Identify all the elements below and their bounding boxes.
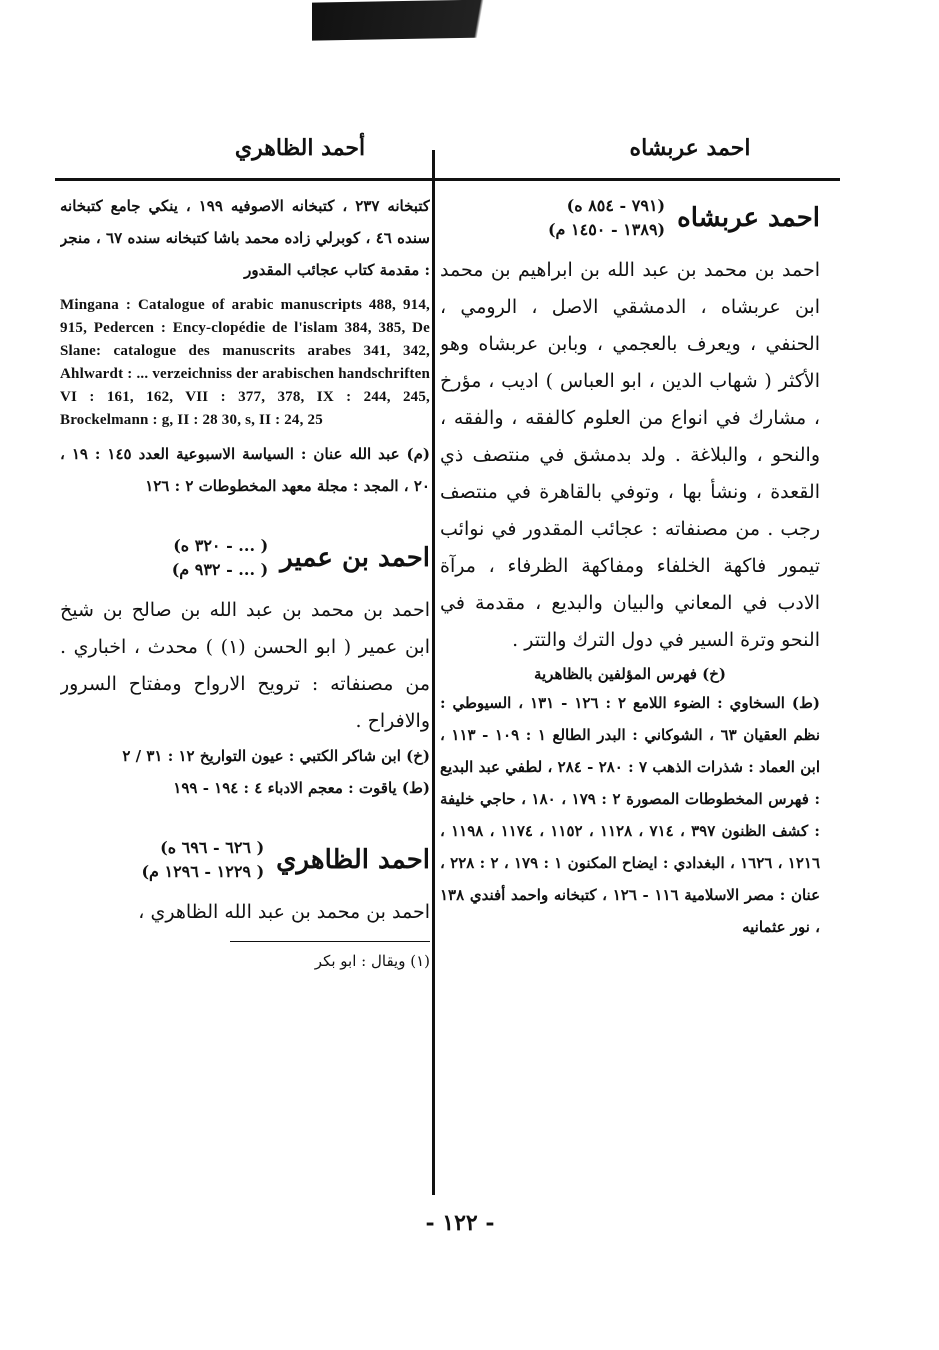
entry-name: احمد الظاهري xyxy=(276,845,430,875)
entry-biography: احمد بن محمد بن عبد الله بن صالح بن شيخ ابن عمير ( ابو الحسن (١) ) محدث ، اخباري . من مصنفاته : ترويح الارواح ومفتاح السرور والافراح . xyxy=(60,599,430,732)
manuscripts-heading: (خ) فهرس المؤلفين بالظاهرية xyxy=(533,665,727,683)
header-rule xyxy=(55,178,840,181)
dates-hijri: (٧٩١ - ٨٥٤ ه) xyxy=(566,196,666,215)
dates-gregorian: (١٣٨٩ - ١٤٥٠ م) xyxy=(547,220,666,239)
entry-sources: (ط) السخاوي : الضوء اللامع ٢ : ١٢٦ - ١٣١ ، السيوطي : نظم العقيان ٦٣ ، الشوكاني : البدر الطالع ١ : ١٠٩ - ١١٣ ، ابن العماد : شذرات الذهب ٧ : ٢٨٠ - ٢٨٤ ، لطفي عبد البديع : فهرس المخطوطات المصورة ٢ : ١٧٩ ، ١٨٠ ، حاجي خليفة : كشف الظنون ٣٩٧ ، ٧١٤ ، ١١٢٨ ، ١١٥٢ ، ١١٧٤ ، ١١٩٨ ، ١٢١٦ ، ١٦٢٦ ، البغدادي : ايضاح المكنون ١ : ١٧٩ ، ٢ : ٢٢٨ ، عنان : مصر الاسلامية ١١٦ - ١٢٦ ، كتبخانه واحمد أفندي ١٣٨ ، نور عثمانيه xyxy=(440,694,820,936)
entry-heading xyxy=(440,194,820,242)
m-source: (م) عبد الله عنان : السياسة الاسبوعية العدد ١٤٥ : ١٩ ، ٢٠ ، المجد : مجلة معهد المخطوطات ٢ : ١٢٦ xyxy=(60,445,430,495)
header-title-right: احمد عربشاه xyxy=(629,135,751,161)
entry-name: احمد بن عمير xyxy=(280,543,430,573)
latin-references: Mingana : Catalogue of arabic manuscripts 488, 914, 915, Pedercen : Ency-clopédie de l'islam 384, 385, De Slane: catalogue des manuscrits arabes 341, 342, Ahlwardt : ... verzeichniss der arabischen handschriften VI : 161, 162, VII : 377, 378, IX : 244, 245, Brockelmann : g, II : 28 30, s, II : 24, 25 xyxy=(60,297,430,428)
entry-name: احمد عربشاه xyxy=(677,203,820,233)
spacer xyxy=(60,804,430,832)
left-column xyxy=(60,190,430,1200)
entry-dates xyxy=(548,194,665,242)
header-title-left: أحمد الظاهري xyxy=(234,135,366,161)
entry-source-t: (ط) ياقوت : معجم الادباء ٤ : ١٩٤ - ١٩٩ xyxy=(173,779,430,797)
entry-biography: احمد بن محمد بن عبد الله بن ابراهيم بن محمد ابن عربشاه ، الدمشقي الاصل ، الرومي ، الحنفي ، ويعرف بالعجمي ، وبابن عربشاه وهو الأكثر ( شهاب الدين ، ابو العباس ) اديب ، مؤرخ ، مشارك في انواع من العلوم كالفقه ، والفقه ، والنحو ، والبلاغة . ولد بدمشق في منتصف ذي القعدة ، ونشأ بها ، وتوفي بالقاهرة في منتصف رجب . من مصنفاته : عجائب المقدور في نوائب تيمور فاكهة الخلفاء ومفاكهة الظرفاء ، مرآة الادب في المعاني والبيان والبديع ، مقدمة في النحو وترة السير في دول الترك والتتر . xyxy=(440,259,820,651)
dates-gregorian: ( ... - ٩٣٢ م) xyxy=(171,560,269,579)
scan-artifact xyxy=(312,0,612,41)
dates-hijri: ( ٦٢٦ - ٦٩٦ ه) xyxy=(160,838,265,857)
entry-dates xyxy=(172,534,268,582)
entry-dates xyxy=(141,836,264,884)
entry-biography: احمد بن محمد بن عبد الله الظاهري ، xyxy=(138,901,430,923)
column-divider xyxy=(432,150,435,1195)
entry-heading xyxy=(60,836,430,884)
footnote: (١) ويقال : ابو بكر xyxy=(314,952,430,970)
entry-heading xyxy=(60,534,430,582)
page-number: - ١٢٢ - xyxy=(425,1210,495,1236)
entry-source-kh: (خ) ابن شاكر الكتبي : عيون التواريخ ١٢ : ٣١ / ٢ xyxy=(122,747,430,765)
continuation-text: كتبخانه ٢٣٧ ، كتبخانه الاصوفيه ١٩٩ ، ينكي جامع كتبخانه سنده ٤٦ ، كوبرلي زاده محمد باشا كتبخانه سنده ٦٧ ، منجر : مقدمة كتاب عجائب المقدور xyxy=(60,197,430,279)
dates-hijri: ( ... - ٣٢٠ ه) xyxy=(173,536,269,555)
dates-gregorian: ( ١٢٢٩ - ١٢٩٦ م) xyxy=(141,862,265,881)
page-header xyxy=(40,135,840,175)
spacer xyxy=(60,502,430,530)
right-column xyxy=(440,190,820,1200)
footnote-rule xyxy=(230,941,430,942)
